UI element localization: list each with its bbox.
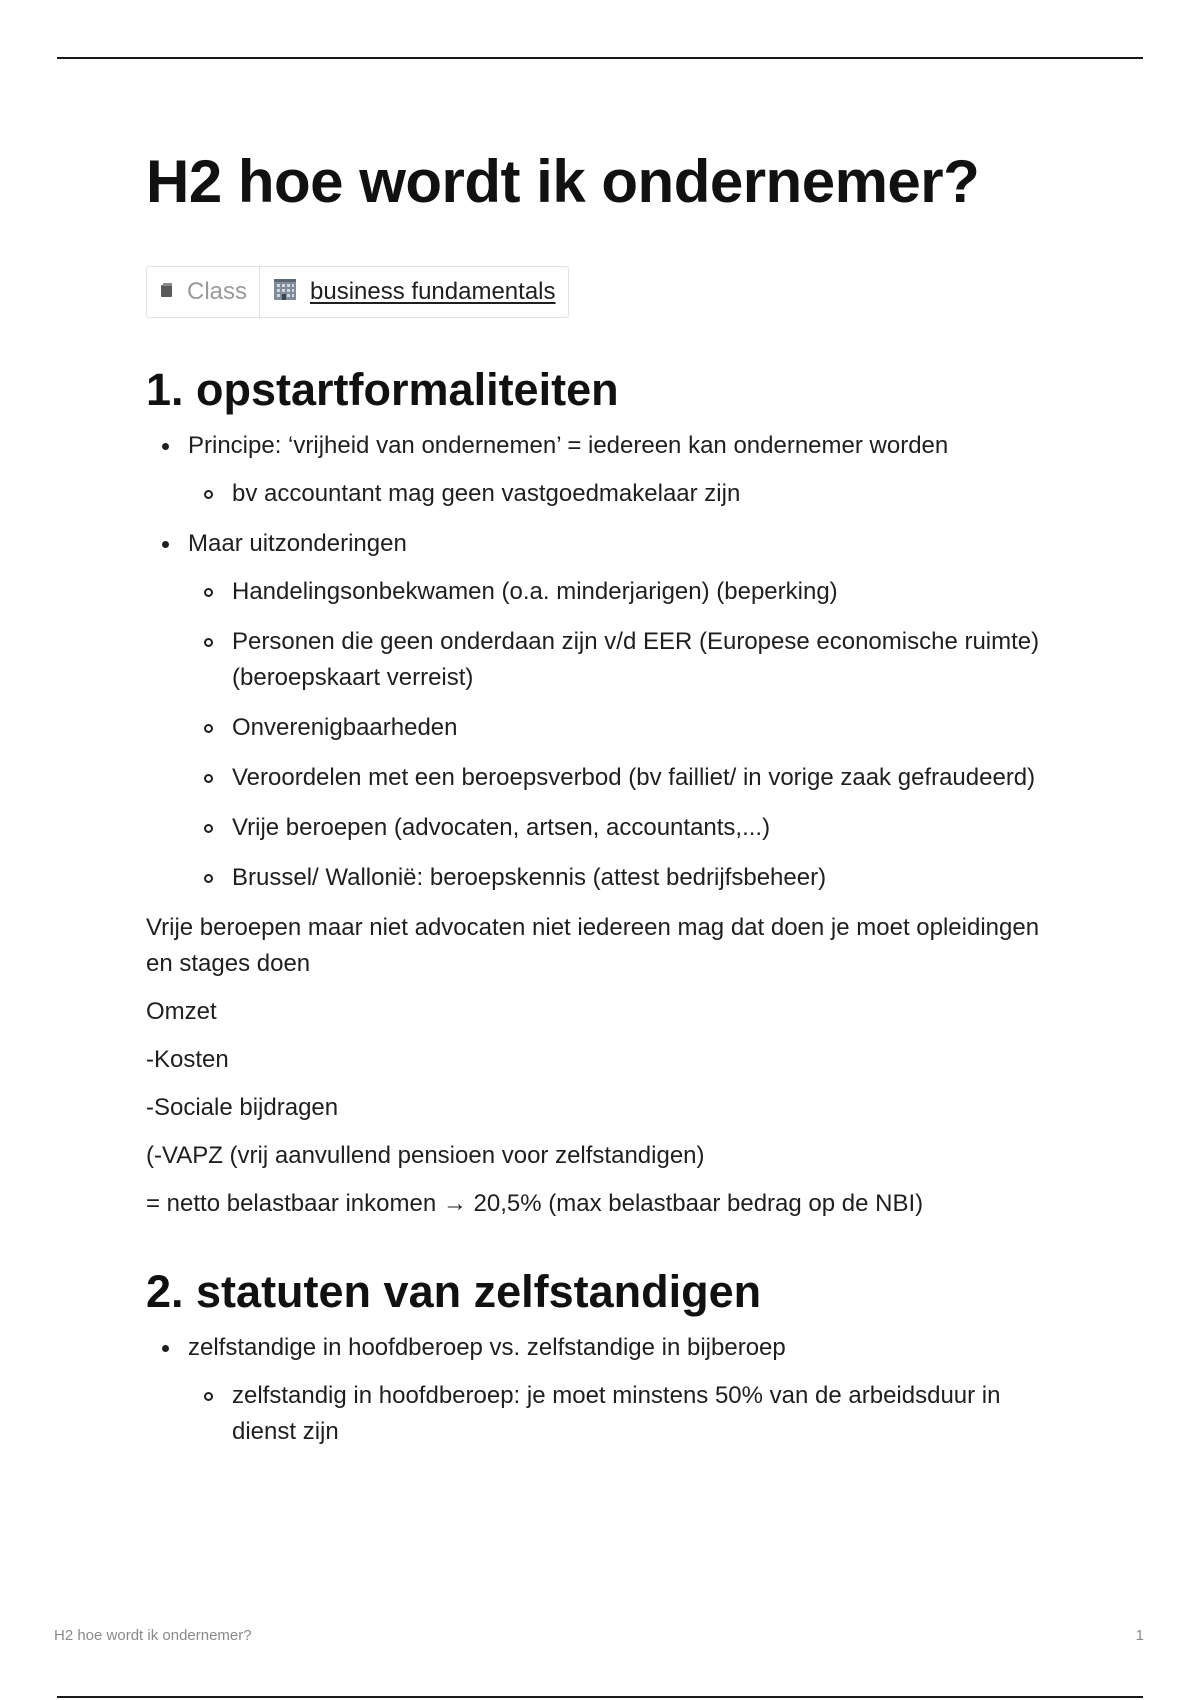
sub-list bbox=[188, 574, 1066, 896]
sub-list-item: Veroordelen met een beroepsverbod (bv failliet/ in vorige zaak gefraudeerd) bbox=[188, 760, 1066, 796]
sub-list bbox=[188, 1378, 1066, 1450]
sub-list-item: Brussel/ Wallonië: beroepskennis (attest bedrijfsbeheer) bbox=[188, 860, 1066, 896]
footer-title: H2 hoe wordt ik ondernemer? bbox=[54, 1627, 252, 1644]
sub-list-item: Vrije beroepen (advocaten, artsen, accountants,...) bbox=[188, 810, 1066, 846]
list-item-text: zelfstandige in hoofdberoep vs. zelfstandige in bijberoep bbox=[188, 1334, 786, 1361]
paragraph: (-VAPZ (vrij aanvullend pensioen voor zelfstandigen) bbox=[146, 1142, 705, 1169]
sub-list-item: zelfstandig in hoofdberoep: je moet minstens 50% van de arbeidsduur in dienst zijn bbox=[188, 1378, 1066, 1450]
building-icon bbox=[272, 276, 298, 309]
tag-icon bbox=[159, 278, 175, 306]
property-name-label: Class bbox=[187, 278, 248, 305]
section-heading-1: 1. opstartformaliteiten bbox=[146, 364, 619, 415]
sub-list-item: Onverenigbaarheden bbox=[188, 710, 1066, 746]
top-rule bbox=[57, 57, 1143, 59]
section2-list bbox=[146, 1330, 1066, 1450]
class-link[interactable]: business fundamentals bbox=[310, 278, 556, 305]
list-item bbox=[146, 428, 1066, 512]
property-row bbox=[146, 266, 569, 318]
property-value[interactable] bbox=[259, 267, 567, 317]
page-number: 1 bbox=[1135, 1627, 1144, 1644]
paragraph: -Sociale bijdragen bbox=[146, 1094, 339, 1121]
list-item bbox=[146, 1330, 1066, 1450]
paragraph: Omzet bbox=[146, 998, 217, 1025]
sub-list bbox=[188, 476, 1066, 512]
list-item bbox=[146, 526, 1066, 896]
paragraph: Vrije beroepen maar niet advocaten niet iedereen mag dat doen je moet opleidingen en stages doen bbox=[146, 914, 1040, 977]
list-item-text: Maar uitzonderingen bbox=[188, 530, 407, 557]
section-heading-2: 2. statuten van zelfstandigen bbox=[146, 1266, 762, 1317]
paragraph: = netto belastbaar inkomen → 20,5% (max belastbaar bedrag op de NBI) bbox=[146, 1190, 924, 1217]
property-name bbox=[147, 267, 259, 317]
sub-list-item: Personen die geen onderdaan zijn v/d EER (Europese economische ruimte) (beroepskaart verreist) bbox=[188, 624, 1066, 696]
bottom-rule bbox=[57, 1696, 1143, 1698]
page-content bbox=[146, 140, 1066, 1464]
paragraph: -Kosten bbox=[146, 1046, 229, 1073]
sub-list-item: bv accountant mag geen vastgoedmakelaar zijn bbox=[188, 476, 1066, 512]
section1-list bbox=[146, 428, 1066, 896]
list-item-text: Principe: ‘vrijheid van ondernemen’ = iedereen kan ondernemer worden bbox=[188, 432, 949, 459]
sub-list-item: Handelingsonbekwamen (o.a. minderjarigen) (beperking) bbox=[188, 574, 1066, 610]
page-title: H2 hoe wordt ik ondernemer? bbox=[146, 148, 980, 215]
